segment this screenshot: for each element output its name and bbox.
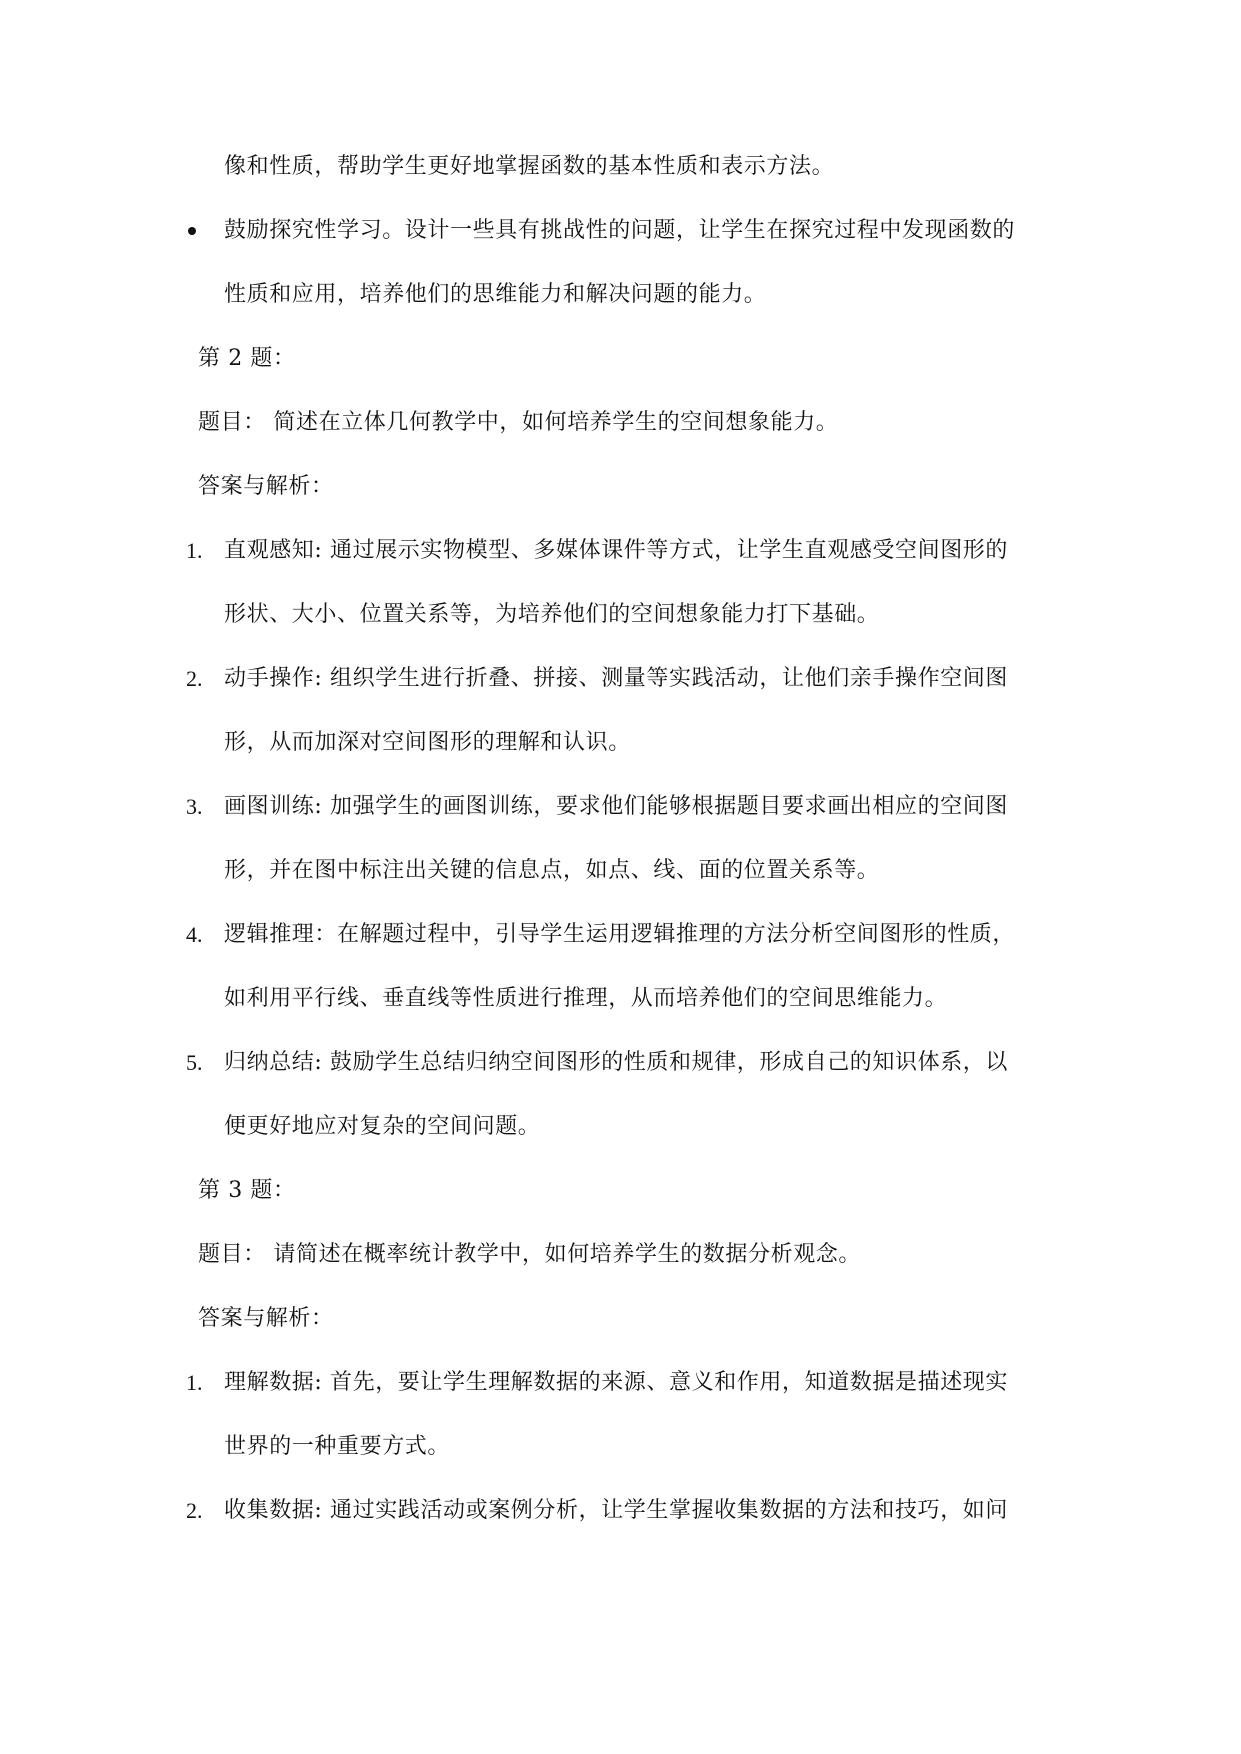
bullet-line-2: 性质和应用，培养他们的思维能力和解决问题的能力。 — [224, 282, 767, 307]
question-heading: 第 2 题： — [198, 346, 296, 371]
list-number: 2. — [186, 666, 203, 691]
list-item-line-2: 如利用平行线、垂直线等性质进行推理，从而培养他们的空间思维能力。 — [224, 986, 948, 1011]
question-text: 题目： 请简述在概率统计教学中，如何培养学生的数据分析观念。 — [198, 1242, 861, 1267]
list-item-line-1: 归纳总结: 鼓励学生总结归纳空间图形的性质和规律，形成自己的知识体系，以 — [224, 1050, 1009, 1075]
list-number: 3. — [186, 794, 203, 819]
list-number: 5. — [186, 1050, 203, 1075]
answer-heading: 答案与解析： — [198, 474, 334, 499]
bullet-line-1: 鼓励探究性学习。设计一些具有挑战性的问题，让学生在探究过程中发现函数的 — [224, 218, 1016, 243]
list-number: 1. — [186, 1370, 203, 1395]
list-number: 4. — [186, 922, 203, 947]
list-item-line-2: 世界的一种重要方式。 — [224, 1434, 451, 1459]
list-number: 1. — [186, 538, 203, 563]
list-number: 2. — [186, 1498, 203, 1523]
paragraph-continuation: 像和性质，帮助学生更好地掌握函数的基本性质和表示方法。 — [224, 154, 835, 179]
list-item-line-1: 动手操作: 组织学生进行折叠、拼接、测量等实践活动，让他们亲手操作空间图 — [224, 666, 1009, 691]
bullet-point — [188, 227, 196, 235]
list-item-line-2: 形，并在图中标注出关键的信息点，如点、线、面的位置关系等。 — [224, 858, 880, 883]
list-item-line-1: 收集数据: 通过实践活动或案例分析，让学生掌握收集数据的方法和技巧，如问 — [224, 1498, 1009, 1523]
question-heading: 第 3 题： — [198, 1178, 296, 1203]
list-item-line-2: 便更好地应对复杂的空间问题。 — [224, 1114, 541, 1139]
list-item-line-1: 画图训练: 加强学生的画图训练，要求他们能够根据题目要求画出相应的空间图 — [224, 794, 1009, 819]
list-item-line-1: 理解数据: 首先，要让学生理解数据的来源、意义和作用，知道数据是描述现实 — [224, 1370, 1009, 1395]
list-item-line-1: 逻辑推理：在解题过程中，引导学生运用逻辑推理的方法分析空间图形的性质， — [224, 922, 1016, 947]
question-text: 题目： 简述在立体几何教学中，如何培养学生的空间想象能力。 — [198, 410, 839, 435]
list-item-line-2: 形，从而加深对空间图形的理解和认识。 — [224, 730, 631, 755]
list-item-line-1: 直观感知: 通过展示实物模型、多媒体课件等方式，让学生直观感受空间图形的 — [224, 538, 1009, 563]
list-item-line-2: 形状、大小、位置关系等，为培养他们的空间想象能力打下基础。 — [224, 602, 880, 627]
answer-heading: 答案与解析： — [198, 1306, 334, 1331]
